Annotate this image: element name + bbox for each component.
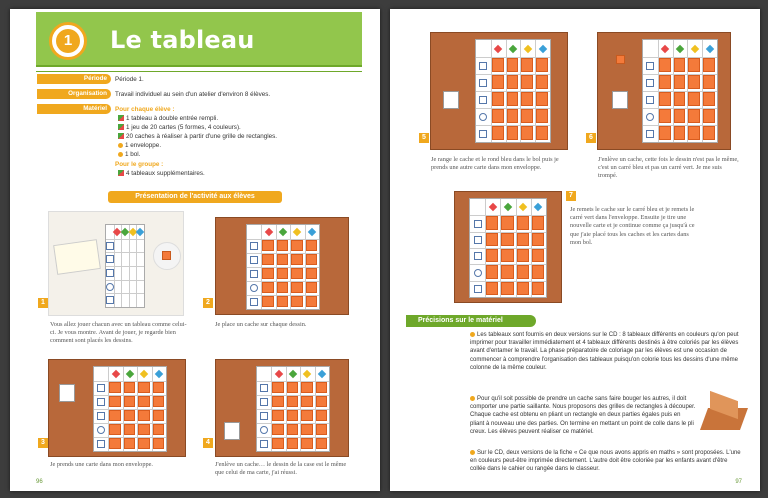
cover xyxy=(703,75,715,89)
cover xyxy=(262,296,273,307)
covers-icon xyxy=(118,133,124,139)
tag-materiel: Matériel xyxy=(37,104,111,114)
row-shape xyxy=(260,398,268,406)
periode-value: Période 1. xyxy=(115,76,144,83)
cover xyxy=(138,424,149,435)
cover xyxy=(277,296,288,307)
cover xyxy=(486,265,498,278)
row-shape xyxy=(106,296,114,304)
cover xyxy=(277,282,288,293)
header-gem xyxy=(140,370,148,378)
row-shape xyxy=(250,242,258,250)
board xyxy=(93,366,167,452)
card xyxy=(612,91,628,109)
cover xyxy=(688,75,700,89)
row-shape xyxy=(474,269,482,277)
cover xyxy=(517,265,529,278)
cover xyxy=(674,58,686,72)
cover xyxy=(277,254,288,265)
cover xyxy=(162,251,171,260)
cover xyxy=(532,265,544,278)
cover xyxy=(674,109,686,123)
cover xyxy=(616,55,625,64)
cover xyxy=(532,249,544,262)
cover xyxy=(521,58,533,72)
cover xyxy=(316,410,327,421)
cover xyxy=(507,109,519,123)
cover xyxy=(532,282,544,295)
row-shape xyxy=(106,242,114,250)
bowl xyxy=(153,242,181,270)
cover xyxy=(109,424,120,435)
bullet-icon xyxy=(470,332,475,337)
cover xyxy=(492,75,504,89)
cover xyxy=(507,58,519,72)
cover xyxy=(291,268,302,279)
cover xyxy=(674,75,686,89)
card xyxy=(443,91,459,109)
header-gem xyxy=(524,44,532,52)
list-item: 4 tableaux supplémentaires. xyxy=(118,170,205,177)
cover xyxy=(492,109,504,123)
cover xyxy=(153,424,164,435)
cover xyxy=(124,382,135,393)
step-caption: Vous allez jouer chacun avec un tableau comme celui-ci. Je vous montre. Avant de jouer, je regarde bien comment sont placés les dessins. xyxy=(50,321,187,345)
bullet-item: Pour qu'il soit possible de prendre un cache sans faire bouger les autres, il doit comporter une partie saillante. Nous proposons des grilles de rectangles à découper. Chaque cache est obtenu en pliant un rectangle en deux parties égales puis en pliant à nouveau une des parties. On termine en mettant un point de colle dans le pli creux. Les élèves peuvent réaliser ce matériel. xyxy=(470,396,696,435)
row-shape xyxy=(474,220,482,228)
cover xyxy=(153,396,164,407)
cover xyxy=(153,382,164,393)
header-gem xyxy=(509,44,517,52)
photo-step-5 xyxy=(430,32,568,150)
row-shape xyxy=(646,113,654,121)
chapter-number: 1 xyxy=(56,29,80,53)
header-gem xyxy=(303,370,311,378)
cover xyxy=(703,126,715,140)
cover xyxy=(109,438,120,449)
row-shape xyxy=(250,270,258,278)
cover xyxy=(659,58,671,72)
tag-organisation: Organisation xyxy=(37,89,111,99)
cover xyxy=(287,438,298,449)
cover xyxy=(153,438,164,449)
cover xyxy=(109,410,120,421)
bullet-item: Sur le CD, deux versions de la fiche « Ce que nous avons appris en maths » sont proposées. L'une en couleurs peut-être imprimée directement. L'autre doit être coloriée par les enfants avant d'être collée dans le cahier ou rangée dans le classeur. xyxy=(470,450,741,473)
chapter-banner xyxy=(36,12,362,67)
bullet-icon xyxy=(470,396,475,401)
header-gem xyxy=(538,44,546,52)
cover xyxy=(517,282,529,295)
pour-le-groupe: Pour le groupe : xyxy=(115,161,164,168)
header-gem xyxy=(705,44,713,52)
header-gem xyxy=(126,370,134,378)
photo-step-4 xyxy=(215,359,349,457)
photo-step-3 xyxy=(48,359,186,457)
cover xyxy=(521,126,533,140)
photo-step-6 xyxy=(597,32,731,150)
row-shape xyxy=(260,440,268,448)
header-gem xyxy=(661,44,669,52)
cover xyxy=(287,382,298,393)
bullet-icon xyxy=(118,143,123,148)
cover xyxy=(109,396,120,407)
header-gem xyxy=(293,228,301,236)
row-shape xyxy=(250,298,258,306)
row-shape xyxy=(479,113,487,121)
board-icon xyxy=(118,115,124,121)
row-shape xyxy=(646,62,654,70)
cover xyxy=(492,92,504,106)
cover xyxy=(536,58,548,72)
cover xyxy=(536,75,548,89)
header-gem xyxy=(676,44,684,52)
step-number: 3 xyxy=(38,438,48,448)
step-caption: Je remets le cache sur le carré bleu et je remets le carré vert dans l'enveloppe. Ensuite je tire une nouvelle carte et je continue comme ça jusqu'à ce que j'aie placé tous les caches et les cartes dans mon bol. xyxy=(570,206,695,246)
row-shape xyxy=(646,96,654,104)
cover xyxy=(109,382,120,393)
cover xyxy=(272,424,283,435)
cover xyxy=(124,438,135,449)
cover xyxy=(659,75,671,89)
cover xyxy=(301,438,312,449)
cover xyxy=(291,240,302,251)
header-gem xyxy=(691,44,699,52)
cover xyxy=(153,410,164,421)
step-number: 2 xyxy=(203,298,213,308)
bullet-icon xyxy=(470,450,475,455)
cover xyxy=(262,282,273,293)
cover xyxy=(306,296,317,307)
cover xyxy=(659,109,671,123)
cover xyxy=(287,410,298,421)
cover xyxy=(272,438,283,449)
right-page xyxy=(390,9,760,491)
step-caption: Je range le cache et le rond bleu dans le bol puis je prends une autre carte dans mon enveloppe. xyxy=(431,156,559,172)
page-number: 96 xyxy=(36,479,43,485)
cover xyxy=(501,282,513,295)
cover xyxy=(521,92,533,106)
cover xyxy=(501,233,513,246)
header-gem xyxy=(504,203,512,211)
row-shape xyxy=(97,398,105,406)
cover xyxy=(486,233,498,246)
header-gem xyxy=(111,370,119,378)
header-gem xyxy=(279,228,287,236)
cover xyxy=(492,58,504,72)
list-item: 1 bol. xyxy=(118,151,140,158)
cover xyxy=(517,233,529,246)
cover xyxy=(517,249,529,262)
cover xyxy=(277,240,288,251)
list-item: 20 caches à réaliser à partir d'une grille de rectangles. xyxy=(118,133,277,140)
cover xyxy=(501,265,513,278)
cover xyxy=(703,92,715,106)
cover xyxy=(124,410,135,421)
cover xyxy=(291,254,302,265)
board xyxy=(469,198,547,298)
row-shape xyxy=(97,440,105,448)
folded-cover-illustration xyxy=(702,394,748,436)
cover xyxy=(124,424,135,435)
cover xyxy=(316,424,327,435)
step-caption: J'enlève un cache… le dessin de la case est le même que celui de ma carte, j'ai réussi. xyxy=(215,461,347,477)
step-number: 5 xyxy=(419,133,429,143)
header-gem xyxy=(308,228,316,236)
cover xyxy=(316,382,327,393)
header-gem xyxy=(264,228,272,236)
board-gridline xyxy=(106,252,144,253)
cover xyxy=(703,58,715,72)
cover xyxy=(272,410,283,421)
cover xyxy=(659,126,671,140)
cover xyxy=(138,438,149,449)
section-title: Présentation de l'activité aux élèves xyxy=(108,191,282,203)
bullet-item: Les tableaux sont fournis en deux versions sur le CD : 8 tableaux différents en couleurs qu'on peut imprimer pour travailler immédiatement et 4 tableaux différents destinés à être coloriés par les élèves avant d'entamer le travail. La phase préparatoire de coloriage par les élèves est une occasion de commencer à comprendre l'organisation des tableaux puisqu'on colorie tous les dessins d'une même colonne de la même couleur. xyxy=(470,332,739,371)
row-shape xyxy=(646,79,654,87)
cover xyxy=(486,282,498,295)
row-shape xyxy=(260,412,268,420)
tag-periode: Période xyxy=(37,74,111,84)
title-rule xyxy=(36,71,362,72)
left-page xyxy=(10,9,380,491)
step-caption: Je prends une carte dans mon enveloppe. xyxy=(50,461,153,468)
cover xyxy=(272,396,283,407)
step-number: 6 xyxy=(586,133,596,143)
cover xyxy=(521,75,533,89)
section-title: Précisions sur le matériel xyxy=(406,315,536,327)
cover xyxy=(138,410,149,421)
cover xyxy=(301,396,312,407)
cover xyxy=(291,296,302,307)
cover xyxy=(486,249,498,262)
cover xyxy=(501,216,513,229)
cover xyxy=(301,424,312,435)
cover xyxy=(536,126,548,140)
cover xyxy=(277,268,288,279)
row-shape xyxy=(479,62,487,70)
card xyxy=(59,384,75,402)
row-shape xyxy=(97,384,105,392)
header-gem xyxy=(489,203,497,211)
organisation-value: Travail individuel au sein d'un atelier d'environ 8 élèves. xyxy=(115,91,271,98)
step-caption: J'enlève un cache, cette fois le dessin n'est pas le même, c'est un carré bleu et pas un carré vert. Je me suis trompé. xyxy=(598,156,739,180)
cards-icon xyxy=(118,124,124,130)
cover xyxy=(688,58,700,72)
row-shape xyxy=(474,285,482,293)
row-shape xyxy=(106,283,114,291)
cover xyxy=(674,126,686,140)
step-number: 1 xyxy=(38,298,48,308)
cover xyxy=(532,233,544,246)
chapter-title: Le tableau xyxy=(110,26,255,54)
header-gem xyxy=(519,203,527,211)
row-shape xyxy=(97,426,105,434)
board xyxy=(105,224,145,308)
row-shape xyxy=(646,130,654,138)
cover xyxy=(659,92,671,106)
cover xyxy=(306,254,317,265)
cover xyxy=(507,126,519,140)
list-item: 1 tableau à double entrée rempli. xyxy=(118,115,218,122)
cover xyxy=(536,109,548,123)
cover xyxy=(306,240,317,251)
page-number: 97 xyxy=(735,479,742,485)
row-shape xyxy=(474,236,482,244)
row-shape xyxy=(106,255,114,263)
step-caption: Je place un cache sur chaque dessin. xyxy=(215,321,307,328)
envelope xyxy=(53,239,101,275)
cover xyxy=(507,75,519,89)
cover xyxy=(688,126,700,140)
cover xyxy=(492,126,504,140)
step-number: 7 xyxy=(566,191,576,201)
cover xyxy=(287,424,298,435)
cover xyxy=(291,282,302,293)
board-gridline xyxy=(106,266,144,267)
chapter-number-badge xyxy=(49,22,87,60)
list-item: 1 enveloppe. xyxy=(118,142,161,149)
row-shape xyxy=(479,96,487,104)
cover xyxy=(262,268,273,279)
row-shape xyxy=(97,412,105,420)
cover xyxy=(517,216,529,229)
cover xyxy=(486,216,498,229)
cover xyxy=(138,396,149,407)
cover xyxy=(306,268,317,279)
cover xyxy=(262,254,273,265)
board-gridline xyxy=(106,239,144,240)
list-item: 1 jeu de 20 cartes (5 formes, 4 couleurs). xyxy=(118,124,241,131)
row-shape xyxy=(479,130,487,138)
cover xyxy=(316,438,327,449)
board-gridline xyxy=(106,280,144,281)
row-shape xyxy=(260,384,268,392)
photo-step-1 xyxy=(48,211,184,316)
cover xyxy=(703,109,715,123)
cover xyxy=(316,396,327,407)
row-shape xyxy=(250,256,258,264)
board xyxy=(246,224,320,310)
card xyxy=(224,422,240,440)
cover xyxy=(301,382,312,393)
row-shape xyxy=(106,269,114,277)
cover xyxy=(532,216,544,229)
cover xyxy=(301,410,312,421)
photo-step-7 xyxy=(454,191,562,303)
pour-chaque-eleve: Pour chaque élève : xyxy=(115,106,175,113)
header-gem xyxy=(155,370,163,378)
board xyxy=(475,39,551,143)
cover xyxy=(124,396,135,407)
cover xyxy=(501,249,513,262)
board xyxy=(256,366,330,452)
cover xyxy=(507,92,519,106)
header-gem xyxy=(274,370,282,378)
photo-step-2 xyxy=(215,217,349,315)
bullet-icon xyxy=(118,152,123,157)
row-shape xyxy=(250,284,258,292)
cover xyxy=(674,92,686,106)
cover xyxy=(138,382,149,393)
board-gridline xyxy=(106,293,144,294)
cover xyxy=(521,109,533,123)
board xyxy=(642,39,718,143)
header-gem xyxy=(289,370,297,378)
cover xyxy=(688,109,700,123)
row-shape xyxy=(260,426,268,434)
cover xyxy=(306,282,317,293)
cover xyxy=(287,396,298,407)
row-shape xyxy=(474,252,482,260)
cover xyxy=(688,92,700,106)
cover xyxy=(262,240,273,251)
header-gem xyxy=(534,203,542,211)
row-shape xyxy=(479,79,487,87)
header-gem xyxy=(318,370,326,378)
board-icon xyxy=(118,170,124,176)
cover xyxy=(272,382,283,393)
step-number: 4 xyxy=(203,438,213,448)
header-gem xyxy=(494,44,502,52)
cover xyxy=(536,92,548,106)
